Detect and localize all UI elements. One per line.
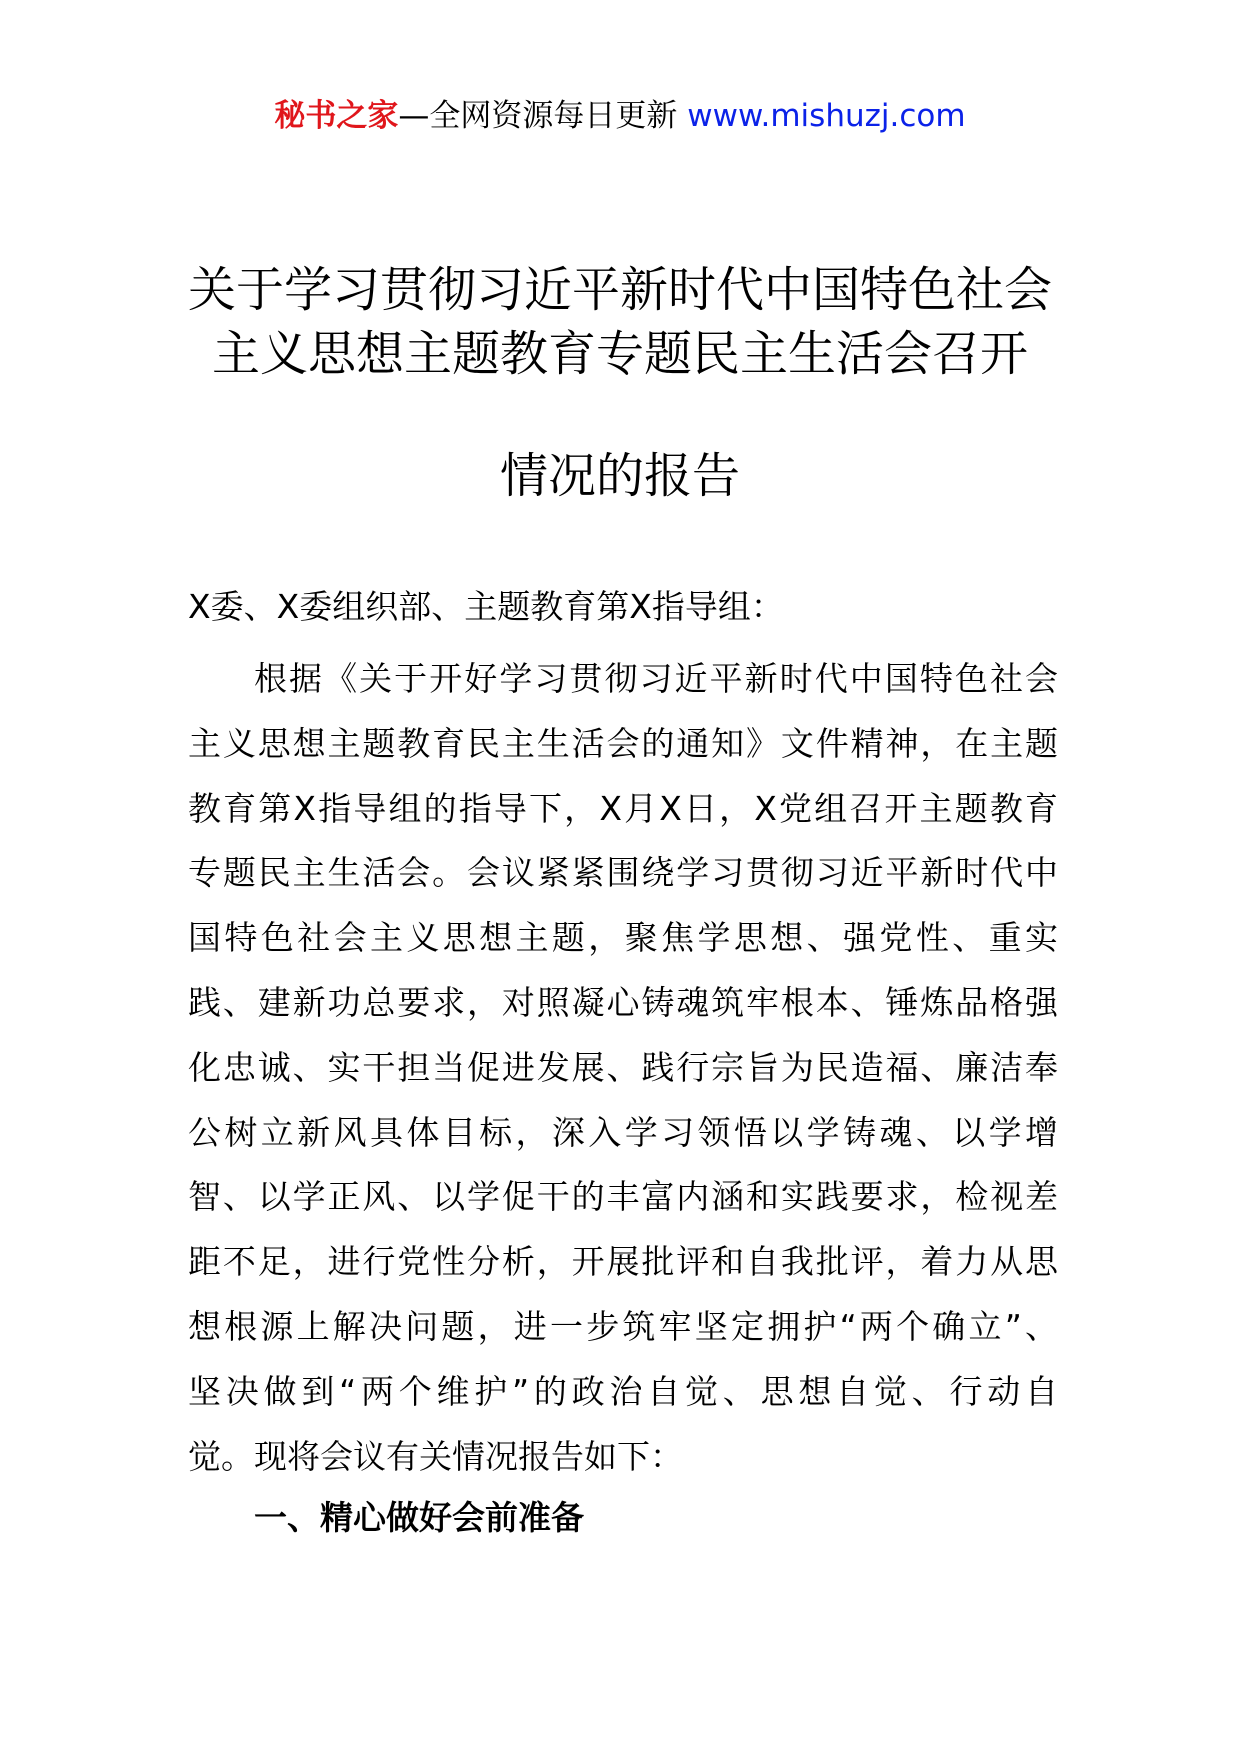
paragraph-line: 专题民主生活会。会议紧紧围绕学习贯彻习近平新时代中 (188, 853, 1058, 893)
site-url-link[interactable]: www.mishuzj.com (687, 98, 966, 134)
paragraph-line: 化忠诚、实干担当促进发展、践行宗旨为民造福、廉洁奉 (188, 1047, 1058, 1087)
paragraph-line: 距不足，进行党性分析，开展批评和自我批评，着力从思 (188, 1242, 1058, 1282)
paragraph-line: 教育第X指导组的指导下，X月X日，X党组召开主题教育 (188, 788, 1058, 828)
paragraph-line: 国特色社会主义思想主题，聚焦学思想、强党性、重实 (188, 918, 1058, 958)
paragraph-line: 公树立新风具体目标，深入学习领悟以学铸魂、以学增 (188, 1112, 1058, 1152)
paragraph-line: 根据《关于开好学习贯彻习近平新时代中国特色社会 (254, 659, 1058, 698)
header-tagline: —全网资源每日更新 (398, 98, 678, 134)
brand-name: 秘书之家 (274, 98, 399, 134)
title-line: 情况的报告 (499, 448, 740, 504)
site-header (0, 96, 1240, 136)
paragraph-line: 想根源上解决问题，进一步筑牢坚定拥护“两个确立”、 (188, 1306, 1058, 1346)
paragraph-line: 主义思想主题教育民主生活会的通知》文件精神，在主题 (188, 723, 1058, 763)
paragraph-line: 觉。现将会议有关情况报告如下： (188, 1436, 683, 1476)
salutation: X委、X委组织部、主题教育第X指导组： (188, 587, 784, 626)
paragraph-line: 智、以学正风、以学促干的丰富内涵和实践要求，检视差 (188, 1177, 1058, 1217)
paragraph-line: 坚决做到“两个维护”的政治自觉、思想自觉、行动自 (188, 1371, 1058, 1411)
document-title (140, 258, 1100, 508)
body-paragraph (188, 647, 1058, 1489)
paragraph-line: 践、建新功总要求，对照凝心铸魂筑牢根本、锤炼品格强 (188, 982, 1058, 1022)
section-heading: 一、精心做好会前准备 (254, 1498, 584, 1537)
title-line: 关于学习贯彻习近平新时代中国特色社会 (187, 262, 1052, 318)
title-line: 主义思想主题教育专题民主生活会召开 (211, 326, 1028, 382)
